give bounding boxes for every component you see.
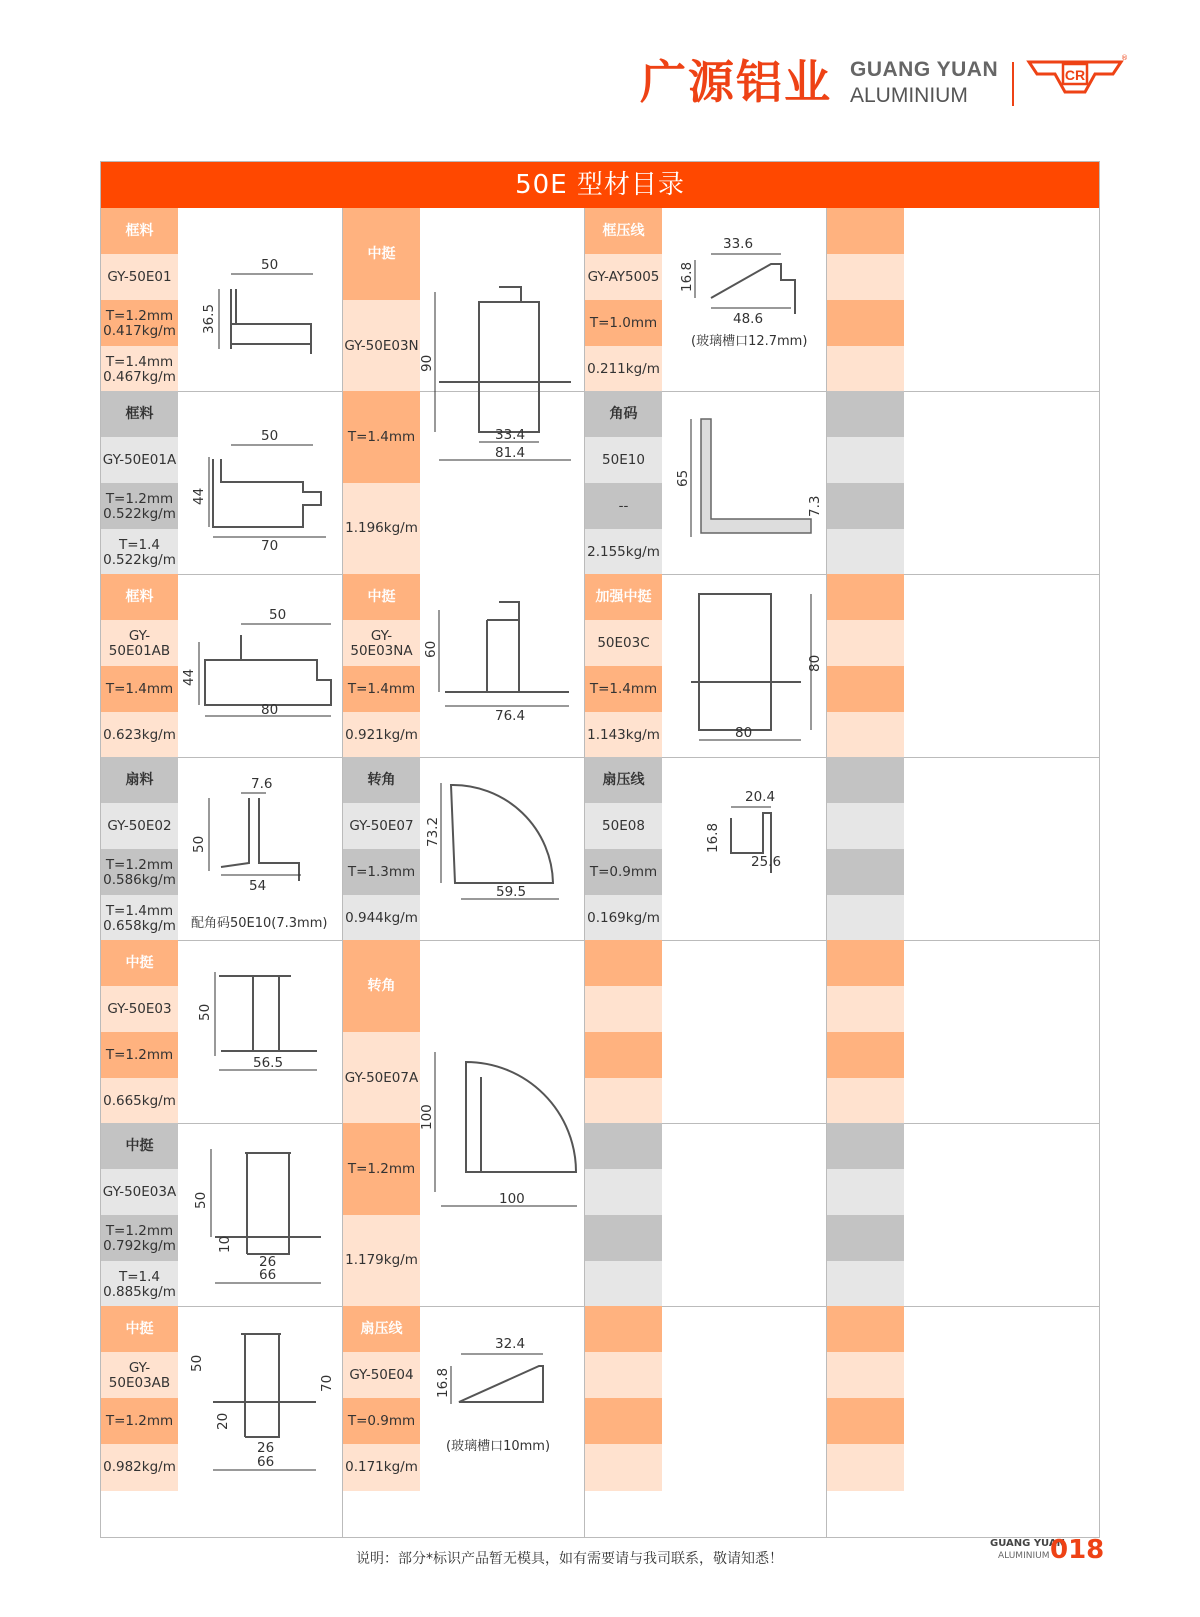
svg-text:66: 66 <box>259 1267 277 1283</box>
cat-label: 中挺 <box>343 574 420 621</box>
product-code: 50E03C <box>585 620 662 667</box>
cat-label: 中挺 <box>101 940 178 987</box>
spec-2: T=1.4mm 0.467kg/m <box>101 346 178 393</box>
brand-name-en-1: GUANG YUAN <box>850 58 999 81</box>
product-code: GY-50E04 <box>343 1352 420 1399</box>
footer-brand-2: ALUMINIUM <box>998 1551 1050 1561</box>
spec-2: 1.179kg/m <box>343 1215 420 1306</box>
spec-1: T=1.3mm <box>343 849 420 896</box>
svg-text:80: 80 <box>261 702 279 718</box>
svg-text:®: ® <box>1121 54 1128 62</box>
svg-text:16.8: 16.8 <box>679 261 695 292</box>
spec-1: T=1.2mm 0.792kg/m <box>101 1215 178 1262</box>
profile-drawing-50E07A <box>421 1012 583 1222</box>
svg-text:56.5: 56.5 <box>253 1055 284 1071</box>
product-code: 50E08 <box>585 803 662 850</box>
spec-1: T=1.2mm <box>101 1398 178 1445</box>
brand-separator <box>1012 62 1014 106</box>
spec-2: T=1.4mm 0.658kg/m <box>101 895 178 942</box>
profile-drawing-50E03AB <box>191 1312 341 1490</box>
product-code: GY-50E02 <box>101 803 178 850</box>
svg-text:80: 80 <box>735 725 753 741</box>
spec-2: 0.665kg/m <box>101 1078 178 1125</box>
drawing-note: (玻璃槽口10mm) <box>446 1439 551 1454</box>
product-code: 50E10 <box>585 437 662 484</box>
cat-label: 转角 <box>343 940 420 1032</box>
spec-2: 0.921kg/m <box>343 712 420 759</box>
svg-text:33.4: 33.4 <box>495 427 526 443</box>
profile-drawing-50E07 <box>421 763 583 938</box>
cat-label: 框压线 <box>585 208 662 255</box>
spec-2: 0.211kg/m <box>585 346 662 393</box>
svg-text:20.4: 20.4 <box>745 789 776 805</box>
cat-label: 扇压线 <box>585 757 662 804</box>
spec-2: 0.623kg/m <box>101 712 178 759</box>
spec-2: 2.155kg/m <box>585 529 662 576</box>
svg-text:44: 44 <box>181 668 197 686</box>
cat-label: 转角 <box>343 757 420 804</box>
svg-text:76.4: 76.4 <box>495 708 526 724</box>
cat-label: 中挺 <box>101 1306 178 1353</box>
spec-2: 1.196kg/m <box>343 483 420 574</box>
profile-drawing-AY5005 <box>671 214 826 344</box>
drawing-note: 配角码50E10(7.3mm) <box>191 916 328 931</box>
product-code: GY-50E03AB <box>101 1352 178 1399</box>
svg-text:CR: CR <box>1064 67 1086 83</box>
cat-label: 框料 <box>101 391 178 438</box>
product-code: GY-50E07 <box>343 803 420 850</box>
product-code: GY-50E03N <box>343 300 420 392</box>
profile-drawing-50E01AB <box>181 580 341 755</box>
svg-text:65: 65 <box>675 469 691 487</box>
svg-text:36.5: 36.5 <box>201 303 217 334</box>
footer-note: 说明：部分*标识产品暂无模具，如有需要请与我司联系，敬请知悉！ <box>356 1551 783 1567</box>
catalog-table <box>100 161 1100 1538</box>
profile-drawing-50E03A <box>191 1129 341 1304</box>
profile-drawing-50E03 <box>191 946 341 1121</box>
spec-1: T=1.2mm 0.586kg/m <box>101 849 178 896</box>
spec-1: T=1.4mm <box>343 666 420 713</box>
product-code: GY-50E03A <box>101 1169 178 1216</box>
product-code: GY-50E03 <box>101 986 178 1033</box>
drawing-note: (玻璃槽口12.7mm) <box>691 334 808 349</box>
svg-text:80: 80 <box>807 654 823 672</box>
svg-text:60: 60 <box>423 640 439 658</box>
svg-text:70: 70 <box>261 538 279 554</box>
spec-1: T=1.2mm <box>101 1032 178 1079</box>
spec-1: T=0.9mm <box>343 1398 420 1445</box>
svg-text:90: 90 <box>419 354 435 372</box>
cat-label: 框料 <box>101 208 178 255</box>
profile-drawing-50E01 <box>191 214 341 389</box>
brand-logo-icon <box>1025 52 1128 108</box>
footer-brand-1: GUANG YUAN <box>990 1538 1065 1549</box>
spec-1: T=1.4mm <box>101 666 178 713</box>
svg-text:7.3: 7.3 <box>807 495 823 517</box>
profile-drawing-50E10 <box>671 397 826 572</box>
svg-text:7.6: 7.6 <box>251 776 273 792</box>
spec-1: T=1.2mm <box>343 1123 420 1215</box>
svg-text:81.4: 81.4 <box>495 445 526 461</box>
spec-2: 1.143kg/m <box>585 712 662 759</box>
cat-label: 中挺 <box>101 1123 178 1170</box>
spec-2: 0.171kg/m <box>343 1444 420 1491</box>
svg-text:16.8: 16.8 <box>435 1367 451 1398</box>
spec-2: T=1.4 0.522kg/m <box>101 529 178 576</box>
page-number: 018 <box>1050 1535 1105 1565</box>
svg-text:50: 50 <box>269 607 287 623</box>
svg-text:70: 70 <box>319 1374 335 1392</box>
svg-text:73.2: 73.2 <box>425 816 441 847</box>
product-code: GY-50E01AB <box>101 620 178 667</box>
brand-name-cn: 广源铝业 <box>640 55 832 109</box>
product-code: GY-50E07A <box>343 1032 420 1124</box>
svg-text:10: 10 <box>217 1235 233 1253</box>
svg-text:20: 20 <box>215 1412 231 1430</box>
svg-text:100: 100 <box>419 1104 435 1130</box>
spec-1: T=1.4mm <box>585 666 662 713</box>
svg-text:26: 26 <box>259 1254 277 1270</box>
profile-drawing-50E03C <box>671 580 826 755</box>
svg-text:100: 100 <box>499 1191 525 1207</box>
svg-text:32.4: 32.4 <box>495 1336 526 1352</box>
svg-text:50: 50 <box>261 428 279 444</box>
spec-2: 0.944kg/m <box>343 895 420 942</box>
cat-label: 角码 <box>585 391 662 438</box>
svg-text:50: 50 <box>197 1003 213 1021</box>
spec-2: 0.982kg/m <box>101 1444 178 1491</box>
profile-drawing-50E03N <box>421 272 583 492</box>
catalog-title: 50E 型材目录 <box>101 162 1099 208</box>
spec-1: T=1.2mm 0.522kg/m <box>101 483 178 530</box>
svg-text:59.5: 59.5 <box>496 884 527 900</box>
spec-1: T=0.9mm <box>585 849 662 896</box>
profile-drawing-50E04 <box>431 1322 581 1432</box>
cat-label: 中挺 <box>343 208 420 300</box>
svg-text:66: 66 <box>257 1454 275 1470</box>
profile-drawing-50E03NA <box>421 580 583 755</box>
svg-text:44: 44 <box>191 487 207 505</box>
profile-drawing-50E01A <box>191 397 341 572</box>
svg-text:48.6: 48.6 <box>733 311 764 327</box>
product-code: GY-50E01A <box>101 437 178 484</box>
spec-1: T=1.2mm 0.417kg/m <box>101 300 178 347</box>
svg-text:50: 50 <box>193 1191 209 1209</box>
spec-1: -- <box>585 483 662 530</box>
cat-label: 扇料 <box>101 757 178 804</box>
product-code: GY-AY5005 <box>585 254 662 301</box>
brand-header <box>640 52 1128 112</box>
svg-text:25.6: 25.6 <box>751 854 782 870</box>
svg-text:54: 54 <box>249 878 267 894</box>
cat-label: 加强中挺 <box>585 574 662 621</box>
cat-label: 扇压线 <box>343 1306 420 1353</box>
spec-2: 0.169kg/m <box>585 895 662 942</box>
spec-1: T=1.0mm <box>585 300 662 347</box>
spec-1: T=1.4mm <box>343 391 420 483</box>
brand-name-en-2: ALUMINIUM <box>850 84 968 107</box>
svg-text:50: 50 <box>189 1354 205 1372</box>
spec-2: T=1.4 0.885kg/m <box>101 1261 178 1308</box>
svg-text:26: 26 <box>257 1440 275 1456</box>
product-code: GY-50E03NA <box>343 620 420 667</box>
svg-text:33.6: 33.6 <box>723 236 754 252</box>
profile-drawing-50E08 <box>691 763 826 903</box>
svg-text:50: 50 <box>261 257 279 273</box>
svg-text:16.8: 16.8 <box>705 822 721 853</box>
svg-text:50: 50 <box>191 835 207 853</box>
product-code: GY-50E01 <box>101 254 178 301</box>
cat-label: 框料 <box>101 574 178 621</box>
